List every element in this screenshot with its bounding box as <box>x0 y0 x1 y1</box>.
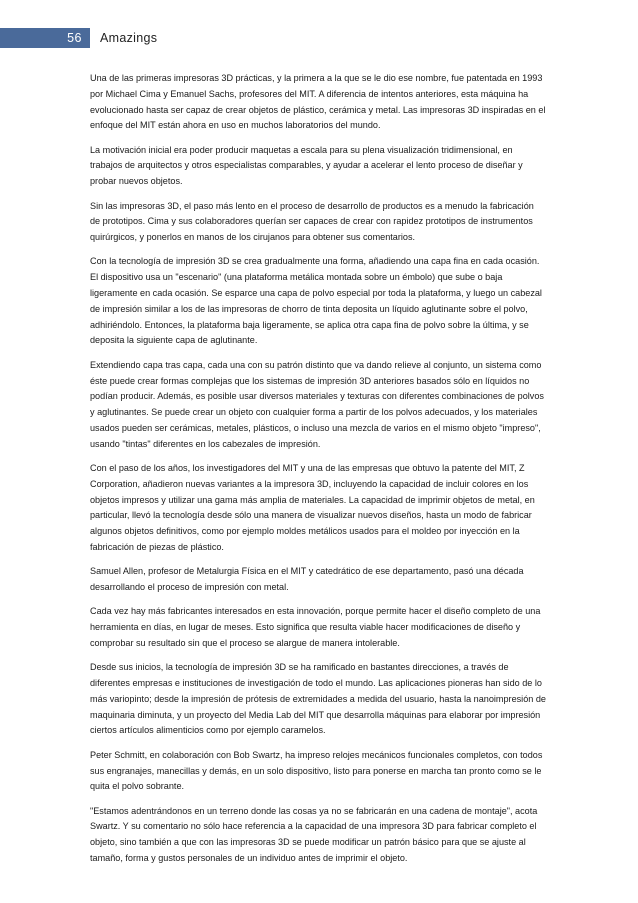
body-text <box>90 71 546 875</box>
running-title: Amazings <box>100 31 158 45</box>
paragraph: Una de las primeras impresoras 3D prácticas, y la primera a la que se le dio ese nombre, fue patentada en 1993 por Michael Cima y Emanuel Sachs, profesores del MIT. A diferencia de intentos anteriores, esta máquina ha evolucionado hasta ser capaz de crear objetos de plástico, cerámica y metal. Las impresoras 3D inspiradas en el enfoque del MIT están ahora en uso en muchos laboratorios del mundo. <box>90 73 546 131</box>
page-number: 56 <box>0 28 90 48</box>
paragraph: Samuel Allen, profesor de Metalurgia Física en el MIT y catedrático de ese departamento, pasó una década desarrollando el proceso de impresión con metal. <box>90 566 524 593</box>
paragraph: Desde sus inicios, la tecnología de impresión 3D se ha ramificado en bastantes direcciones, a través de diferentes empresas e instituciones de investigación de todo el mundo. Las aplicaciones pioneras han sido de lo más variopinto; desde la impresión de prótesis de extremidades a medida del usuario, hasta la nanoimpresión de maquinaria diminuta, y un proyecto del Media Lab del MIT que desarrolla máquinas para elaborar por impresión ciertos artículos alimenticios como por ejemplo caramelos. <box>90 662 546 736</box>
page-header <box>0 28 157 48</box>
paragraph: "Estamos adentrándonos en un terreno donde las cosas ya no se fabricarán en una cadena de montaje", acota Swartz. Y su comentario no sólo hace referencia a la capacidad de una impresora 3D para fabricar completo el objeto, sino también a que con las impresoras 3D se puede modificar un patrón básico para que se ajuste al tamaño, forma y gustos personales de un individuo antes de imprimir el objeto. <box>90 805 538 864</box>
paragraph: Peter Schmitt, en colaboración con Bob Swartz, ha impreso relojes mecánicos funcionales completos, con todos sus engranajes, manecillas y demás, en un solo dispositivo, listo para ponerse en marcha tan pronto como se le quita el polvo sobrante. <box>90 749 543 792</box>
paragraph: Con el paso de los años, los investigadores del MIT y una de las empresas que obtuvo la patente del MIT, Z Corporation, añadieron nuevas variantes a la impresora 3D, incluyendo la capacidad de incluir colores en los objetos impresos y utilizar una gama más amplia de materiales. La capacidad de imprimir objetos de metal, en particular, llevó la tecnología desde sólo una manera de visualizar nuevos diseños, hasta un modo de fabricar algunos objetos definitivos, como por ejemplo moldes metálicos usados para el moldeo por inyección en la fabricación de piezas de plástico. <box>90 463 535 553</box>
paragraph: La motivación inicial era poder producir maquetas a escala para su plena visualización tridimensional, en trabajos de arquitectos y otros especialistas comparables, y ayudar a acelerar el lento proceso de diseñar y probar nuevos objetos. <box>90 144 523 187</box>
paragraph: Extendiendo capa tras capa, cada una con su patrón distinto que va dando relieve al conjunto, un sistema como éste puede crear formas complejas que los sistemas de impresión 3D anteriores basados sólo en líquidos no podían producir. Además, es posible usar diversos materiales y texturas con diferentes combinaciones de polvos y aglutinantes. Se puede crear un objeto con cualquier forma a partir de los polvos adecuados, y los materiales usados pueden ser cerámicas, metales, plásticos, o incluso una mezcla de varios en el mismo objeto "impreso", usando "tintas" diferentes en los cabezales de impresión. <box>90 359 544 449</box>
paragraph: Cada vez hay más fabricantes interesados en esta innovación, porque permite hacer el diseño completo de una herramienta en días, en lugar de meses. Esto significa que resulta viable hacer modificaciones de diseño y comprobar su resultado sin que el proceso se alargue de manera intolerable. <box>90 606 541 648</box>
paragraph: Con la tecnología de impresión 3D se crea gradualmente una forma, añadiendo una capa fina en cada ocasión. El dispositivo usa un "escenario" (una plataforma metálica montada sobre un émbolo) que sube o baja ligeramente en cada ocasión. Se esparce una capa de polvo especial por toda la plataforma, y luego un cabezal de impresión similar a los de las impresoras de chorro de tinta deposita un líquido aglutinante sobre el polvo, adhiriéndolo. Entonces, la plataforma baja ligeramente, se aplica otra capa fina de polvo sobre la última, y se deposita la siguiente capa de aglutinante. <box>90 256 542 346</box>
paragraph: Sin las impresoras 3D, el paso más lento en el proceso de desarrollo de productos es a menudo la fabricación de prototipos. Cima y sus colaboradores querían ser capaces de crear con rapidez prototipos de instrumentos quirúrgicos, y ponerlos en manos de los cirujanos para obtener sus comentarios. <box>90 200 534 243</box>
